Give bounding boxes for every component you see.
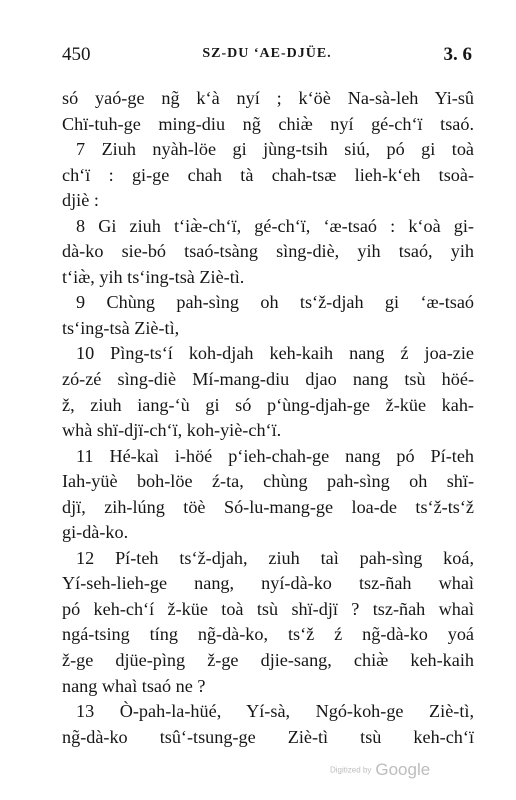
text-line: dà-ko sie-bó tsaó-tsàng sìng-diè, yih tsaó, yih xyxy=(62,241,474,262)
text-line: ts‘ing-tsà Ziè-tì, xyxy=(62,317,180,338)
running-head: SZ-DU ‘AE-DJÜE. xyxy=(202,46,332,61)
text-line: 13 Ò-pah-la-hüé, Yí-sà, Ngó-koh-ge Ziè-tì, xyxy=(76,701,474,722)
text-line: só yaó-ge ng̃ k‘à nyí ; k‘öè Na-sà-leh Yi-sû xyxy=(62,88,474,108)
text-line: pó keh-ch‘í ž-küe toà tsù shï-djï ? tsz-ñah whaì xyxy=(62,598,474,619)
text-line: ngá-tsing tíng ng̃-dà-ko, ts‘ž ź ng̃-dà-ko yoá xyxy=(62,624,474,645)
text-line: 8 Gi ziuh t‘iæ̀-ch‘ï, gé-ch‘ï, ‘æ-tsaó : k‘oà gi- xyxy=(76,215,474,236)
text-line: ž-ge djüe-pìng ž-ge djie-sang, chiæ̀ keh-kaih xyxy=(62,650,474,671)
text-line: ž, ziuh iang-‘ù gi só p‘ùng-djah-ge ž-küe kah- xyxy=(62,394,474,415)
google-logo: Google xyxy=(375,760,431,779)
chapter-verse-ref: 3. 6 xyxy=(443,44,472,65)
text-line: djiè : xyxy=(62,190,99,211)
text-line: Chï-tuh-ge ming-diu ng̃ chiæ̀ nyí gé-ch‘ï tsaó. xyxy=(62,113,474,134)
text-line: 10 Pìng-ts‘í koh-djah keh-kaih nang ź joa-zie xyxy=(76,343,474,364)
page-number: 450 xyxy=(62,44,91,65)
watermark-prefix: Digitized by xyxy=(330,765,372,775)
digitized-by-google-watermark xyxy=(330,760,470,784)
text-line: Yí-seh-lieh-ge nang, nyí-dà-ko tsz-ñah whaì xyxy=(62,573,474,594)
text-line: ng̃-dà-ko tsû‘-tsung-ge Ziè-tì tsù keh-ch‘ï xyxy=(62,726,474,747)
text-line: 7 Ziuh nyàh-löe gi jùng-tsih siú, pó gi toà xyxy=(76,139,474,160)
text-line: djï, zih-lúng töè Só-lu-mang-ge loa-de ts‘ž-ts‘ž xyxy=(62,496,474,517)
text-line: ch‘ï : gi-ge chah tà chah-tsæ lieh-k‘eh tsoà- xyxy=(62,164,474,185)
text-line: t‘iæ̀, yih ts‘ing-tsà Ziè-tì. xyxy=(62,266,245,287)
text-line: 12 Pí-teh ts‘ž-djah, ziuh taì pah-sìng koá, xyxy=(76,547,474,568)
text-line: 9 Chùng pah-sìng oh ts‘ž-djah gi ‘æ-tsaó xyxy=(76,292,474,313)
text-line: 11 Hé-kaì i-höé p‘ieh-chah-ge nang pó Pí-teh xyxy=(76,445,474,466)
text-line: Iah-yüè boh-löe ź-ta, chùng pah-sìng oh shï- xyxy=(62,471,474,492)
page-header xyxy=(62,44,472,70)
text-line: whà shï-djï-ch‘ï, koh-yiè-ch‘ï. xyxy=(62,420,282,441)
text-line: gi-dà-ko. xyxy=(62,522,129,543)
body-text xyxy=(62,86,474,750)
text-line: zó-zé sìng-diè Mí-mang-diu djao nang tsù höé- xyxy=(62,369,474,390)
text-line: nang whaì tsaó ne ? xyxy=(62,675,206,696)
